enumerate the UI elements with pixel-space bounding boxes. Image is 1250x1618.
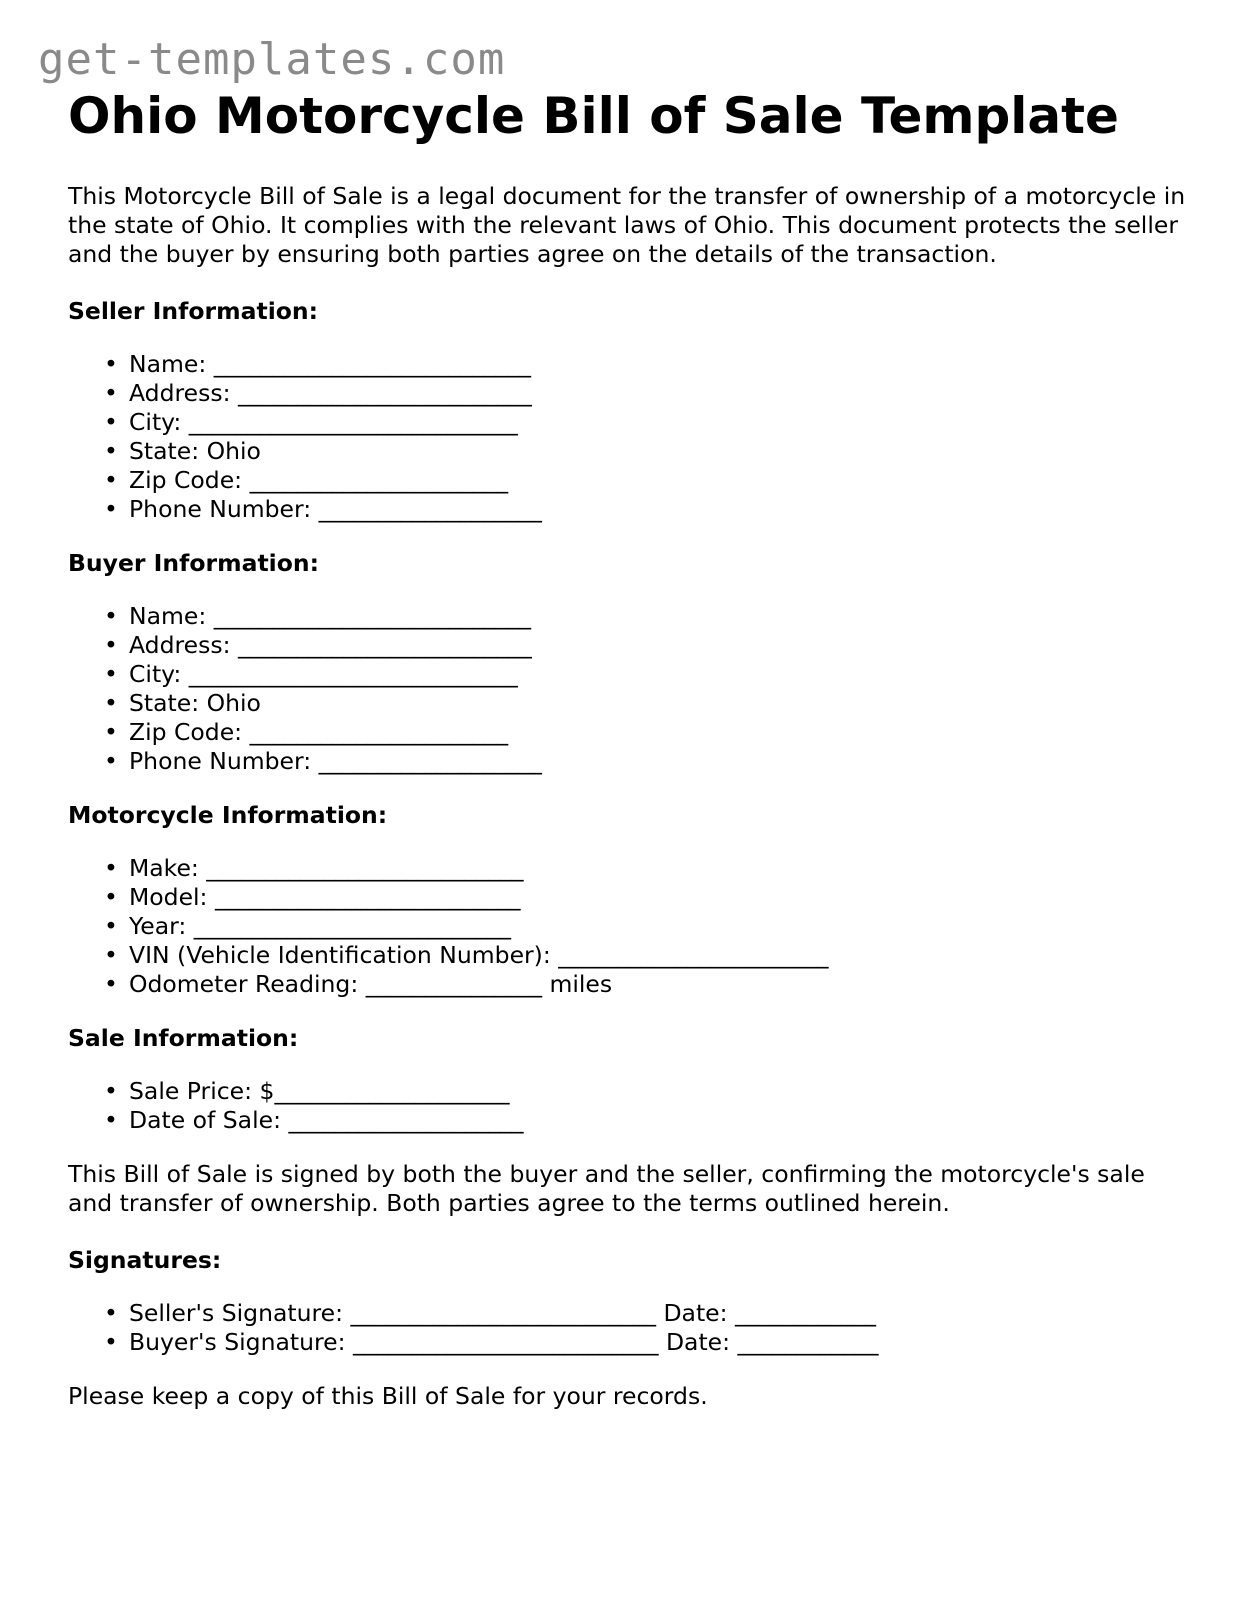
motorcycle-odometer-field: • Odometer Reading: _______________ miles (129, 970, 1188, 999)
buyer-phone-field: • Phone Number: ___________________ (129, 747, 1188, 776)
buyer-heading: Buyer Information: (68, 548, 320, 577)
buyer-address-field: • Address: _________________________ (129, 631, 1188, 660)
motorcycle-heading: Motorcycle Information: (68, 800, 388, 829)
seller-fields (68, 350, 1188, 524)
sale-price-field: • Sale Price: $____________________ (129, 1077, 1188, 1106)
buyer-name-field: • Name: ___________________________ (129, 602, 1188, 631)
motorcycle-make-field: • Make: ___________________________ (129, 854, 1188, 883)
document (68, 88, 1188, 1439)
confirmation-paragraph: This Bill of Sale is signed by both the buyer and the seller, confirming the motorcycle's sale and transfer of ownership. Both parties agree to the terms outlined herein. (68, 1159, 1145, 1217)
sale-heading: Sale Information: (68, 1023, 299, 1052)
seller-city-field: • City: ____________________________ (129, 408, 1188, 437)
sale-fields (68, 1077, 1188, 1135)
watermark: get-templates.com (38, 34, 506, 85)
seller-zip-field: • Zip Code: ______________________ (129, 466, 1188, 495)
seller-signature-field: • Seller's Signature: __________________________ Date: ____________ (129, 1299, 1188, 1328)
buyer-city-field: • City: ____________________________ (129, 660, 1188, 689)
buyer-zip-field: • Zip Code: ______________________ (129, 718, 1188, 747)
seller-state-field: • State: Ohio (129, 437, 1188, 466)
seller-heading: Seller Information: (68, 296, 319, 325)
sale-date-field: • Date of Sale: ____________________ (129, 1106, 1188, 1135)
buyer-fields (68, 602, 1188, 776)
motorcycle-vin-field: • VIN (Vehicle Identification Number): _______________________ (129, 941, 1188, 970)
signatures-heading: Signatures: (68, 1245, 222, 1274)
intro-paragraph: This Motorcycle Bill of Sale is a legal document for the transfer of ownership of a motorcycle in the state of Ohio. It complies with the relevant laws of Ohio. This document protects the seller and the buyer by ensuring both parties agree on the details of the transaction. (68, 181, 1186, 268)
motorcycle-year-field: • Year: ___________________________ (129, 912, 1188, 941)
closing-note: Please keep a copy of this Bill of Sale for your records. (68, 1381, 708, 1410)
motorcycle-model-field: • Model: __________________________ (129, 883, 1188, 912)
signature-fields (68, 1299, 1188, 1357)
buyer-state-field: • State: Ohio (129, 689, 1188, 718)
motorcycle-fields (68, 854, 1188, 999)
seller-phone-field: • Phone Number: ___________________ (129, 495, 1188, 524)
seller-name-field: • Name: ___________________________ (129, 350, 1188, 379)
seller-address-field: • Address: _________________________ (129, 379, 1188, 408)
buyer-signature-field: • Buyer's Signature: __________________________ Date: ____________ (129, 1328, 1188, 1357)
document-title: Ohio Motorcycle Bill of Sale Template (68, 87, 1119, 145)
